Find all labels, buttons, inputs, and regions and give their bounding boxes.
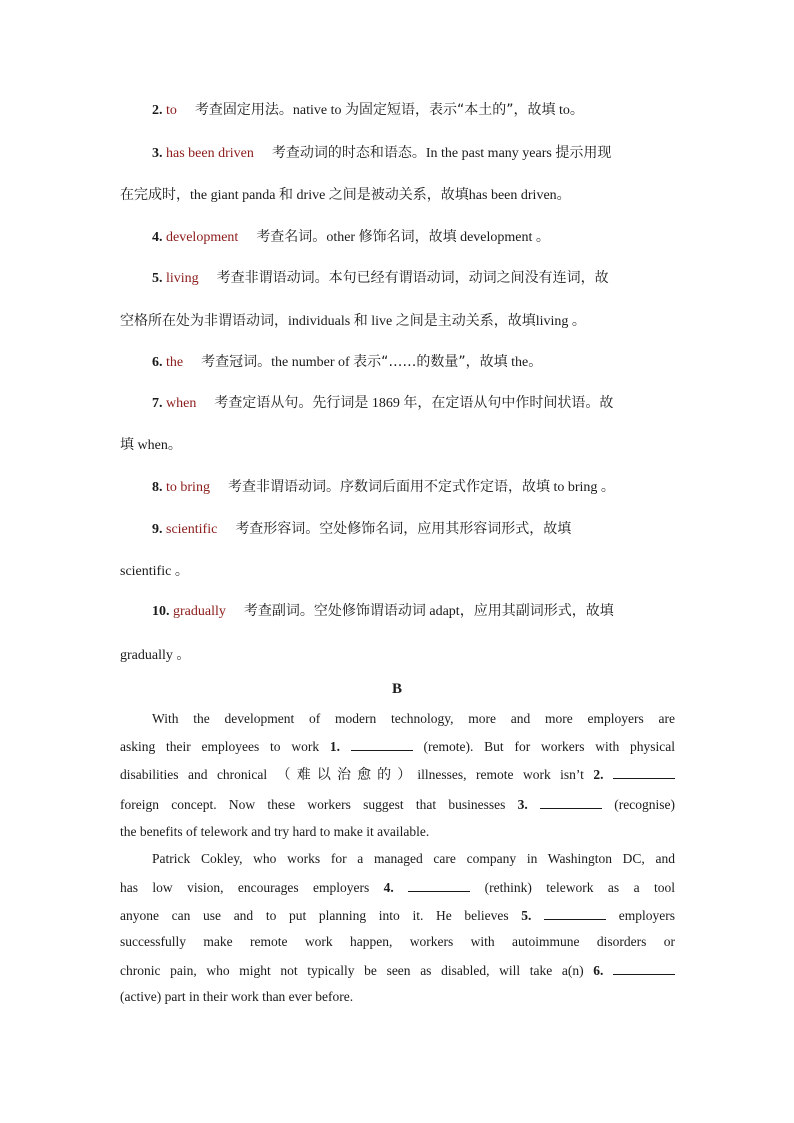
answer-10-answer: gradually: [173, 604, 226, 619]
passage-line: [120, 877, 675, 898]
answer-3-en-text: drive: [293, 188, 329, 203]
blank-number: 3.: [517, 797, 541, 812]
answer-3-continuation-line: [120, 185, 675, 206]
passage-text: Patrick Cokley, who works for a managed care company in Washington DC, and: [152, 851, 675, 866]
answer-9-number: 9.: [152, 522, 166, 537]
answer-5-cn-text: 考查非谓语动词。本句已经有谓语动词，动词之间没有连词，故: [216, 270, 609, 286]
answer-5-cn-text: 和: [353, 313, 368, 329]
answer-3-en-text: In the past many years: [425, 146, 556, 161]
answer-blank: [408, 877, 470, 892]
answer-6-line: [152, 352, 675, 373]
answer-6-en-text: the: [507, 355, 529, 370]
answer-5-cn-text: 之间是主动关系，故填: [395, 313, 536, 329]
answer-5-en-text: individuals: [288, 314, 354, 329]
passage-line: [120, 822, 675, 842]
answer-4-cn-text: 修饰名词，故填: [358, 229, 457, 245]
answer-7-continuation-line: [120, 435, 675, 456]
answer-4-cn-text: 。: [535, 229, 550, 245]
answer-7-cn-text: 填: [120, 437, 134, 453]
answer-blank: [613, 764, 675, 779]
passage-cn-text: （难以治愈的）: [276, 767, 418, 783]
answer-2-en-text: native to: [292, 103, 345, 118]
answer-9-en-text: scientific: [120, 564, 175, 579]
answer-4-line: [152, 227, 675, 248]
answer-5-continuation-line: [120, 311, 675, 332]
passage-line: [152, 849, 675, 869]
answer-5-line: [152, 268, 675, 289]
answer-2-answer: to: [166, 103, 177, 118]
answer-10-line: [152, 601, 675, 622]
answer-4-en-text: development: [456, 230, 536, 245]
answer-blank: [544, 905, 606, 920]
passage-line: [152, 709, 675, 729]
answer-2-cn-text: 。: [569, 102, 584, 118]
answer-3-answer: has been driven: [166, 146, 254, 161]
answer-3-en-text: has been driven: [468, 188, 557, 203]
answer-5-answer: living: [166, 271, 199, 286]
answer-5-en-text: live: [367, 314, 396, 329]
answer-3-cn-text: 。: [556, 187, 571, 203]
answer-9-line: [152, 519, 675, 540]
answer-9-cn-text: 。: [174, 563, 189, 579]
blank-number: 1.: [329, 739, 351, 754]
passage-text: foreign concept. Now these workers suggest that businesses: [120, 797, 518, 812]
answer-2-en-text: to: [555, 103, 570, 118]
blank-number: 6.: [593, 963, 613, 978]
answer-7-cn-text: 考查定语从句。先行词是: [214, 395, 369, 411]
answer-7-answer: when: [166, 396, 197, 411]
passage-text: the benefits of telework and try hard to make it available.: [120, 824, 430, 839]
answer-3-cn-text: 之间是被动关系，故填: [328, 187, 469, 203]
passage-line: [120, 764, 675, 785]
answer-10-continuation-line: [120, 645, 675, 666]
answer-6-cn-text: 表示“……的数量”，故填: [353, 354, 508, 370]
answer-5-cn-text: 空格所在处为非谓语动词，: [120, 313, 288, 329]
answer-7-number: 7.: [152, 396, 166, 411]
blank-number: 5.: [521, 908, 545, 923]
answer-10-cn-text: 考查副词。空处修饰谓语动词: [243, 603, 426, 619]
answer-8-cn-text: 考查非谓语动词。序数词后面用不定式作定语，故填: [227, 479, 550, 495]
answer-7-en-text: when: [134, 438, 168, 453]
answer-6-cn-text: 考查冠词。: [201, 354, 272, 370]
answer-blank: [351, 736, 413, 751]
answer-6-answer: the: [166, 355, 184, 370]
answer-10-en-text: adapt: [425, 604, 460, 619]
passage-text: has low vision, encourages employers: [120, 880, 384, 895]
answer-8-cn-text: 。: [600, 479, 615, 495]
answer-4-en-text: other: [326, 230, 359, 245]
passage-text: employers: [606, 908, 675, 923]
answer-3-line: [152, 143, 675, 164]
answer-8-answer: to bring: [166, 480, 210, 495]
passage-line: [120, 736, 675, 757]
passage-line: [120, 932, 675, 952]
answer-10-cn-text: ，应用其副词形式，故填: [459, 603, 614, 619]
answer-4-answer: development: [166, 230, 239, 245]
answer-2-number: 2.: [152, 103, 166, 118]
answer-3-cn-text: 考查动词的时态和语态。: [271, 145, 426, 161]
passage-text: illnesses, remote work isn’t: [417, 767, 594, 782]
passage-text: (remote). But for workers with physical: [412, 739, 675, 754]
answer-blank: [613, 960, 675, 975]
answer-9-continuation-line: [120, 561, 675, 582]
answer-blank: [540, 794, 602, 809]
blank-number: 4.: [383, 880, 409, 895]
answer-3-number: 3.: [152, 146, 166, 161]
answer-7-en-text: 1869: [368, 396, 404, 411]
answer-8-line: [152, 477, 675, 498]
answer-7-cn-text: 年，在定语从句中作时间状语。故: [403, 395, 614, 411]
answer-3-cn-text: 提示用现: [555, 145, 612, 161]
answer-10-number: 10.: [152, 604, 173, 619]
answer-5-number: 5.: [152, 271, 166, 286]
answer-3-cn-text: 在完成时，: [120, 187, 190, 203]
passage-text: chronic pain, who might not typically be seen as disabled, will take a(n): [120, 963, 594, 978]
answer-7-line: [152, 393, 675, 414]
passage-text: (active) part in their work than ever before.: [120, 989, 354, 1004]
answer-9-answer: scientific: [166, 522, 218, 537]
answer-10-cn-text: 。: [176, 647, 191, 663]
passage-line: [120, 905, 675, 926]
answer-2-line: [152, 100, 675, 121]
answer-2-cn-text: 为固定短语，表示“本土的”，故填: [345, 102, 556, 118]
answer-5-cn-text: 。: [571, 313, 586, 329]
answer-3-cn-text: 和: [279, 187, 294, 203]
passage-text: (recognise): [602, 797, 676, 812]
answer-4-number: 4.: [152, 230, 166, 245]
passage-line: [120, 987, 675, 1007]
passage-text: With the development of modern technology, more and more employers are: [152, 711, 675, 726]
answer-7-cn-text: 。: [167, 437, 182, 453]
passage-text: successfully make remote work happen, workers with autoimmune disorders or: [120, 934, 675, 949]
answer-6-number: 6.: [152, 355, 166, 370]
passage-text: asking their employees to work: [120, 739, 330, 754]
answer-8-en-text: to bring: [549, 480, 601, 495]
passage-text: (rethink) telework as a tool: [470, 880, 676, 895]
answer-9-cn-text: 考查形容词。空处修饰名词，应用其形容词形式，故填: [235, 521, 572, 537]
passage-line: [120, 960, 675, 981]
answer-3-en-text: the giant panda: [190, 188, 280, 203]
answer-10-en-text: gradually: [120, 648, 177, 663]
passage-text: disabilities and chronical: [120, 767, 277, 782]
answer-6-cn-text: 。: [528, 354, 543, 370]
answer-4-cn-text: 考查名词。: [256, 229, 327, 245]
answer-8-number: 8.: [152, 480, 166, 495]
blank-number: 2.: [593, 767, 614, 782]
answer-5-en-text: living: [535, 314, 572, 329]
passage-text: anyone can use and to put planning into it. He believes: [120, 908, 522, 923]
passage-line: [120, 794, 675, 815]
answer-2-cn-text: 考查固定用法。: [194, 102, 293, 118]
section-title: B: [391, 681, 402, 697]
answer-6-en-text: the number of: [271, 355, 354, 370]
